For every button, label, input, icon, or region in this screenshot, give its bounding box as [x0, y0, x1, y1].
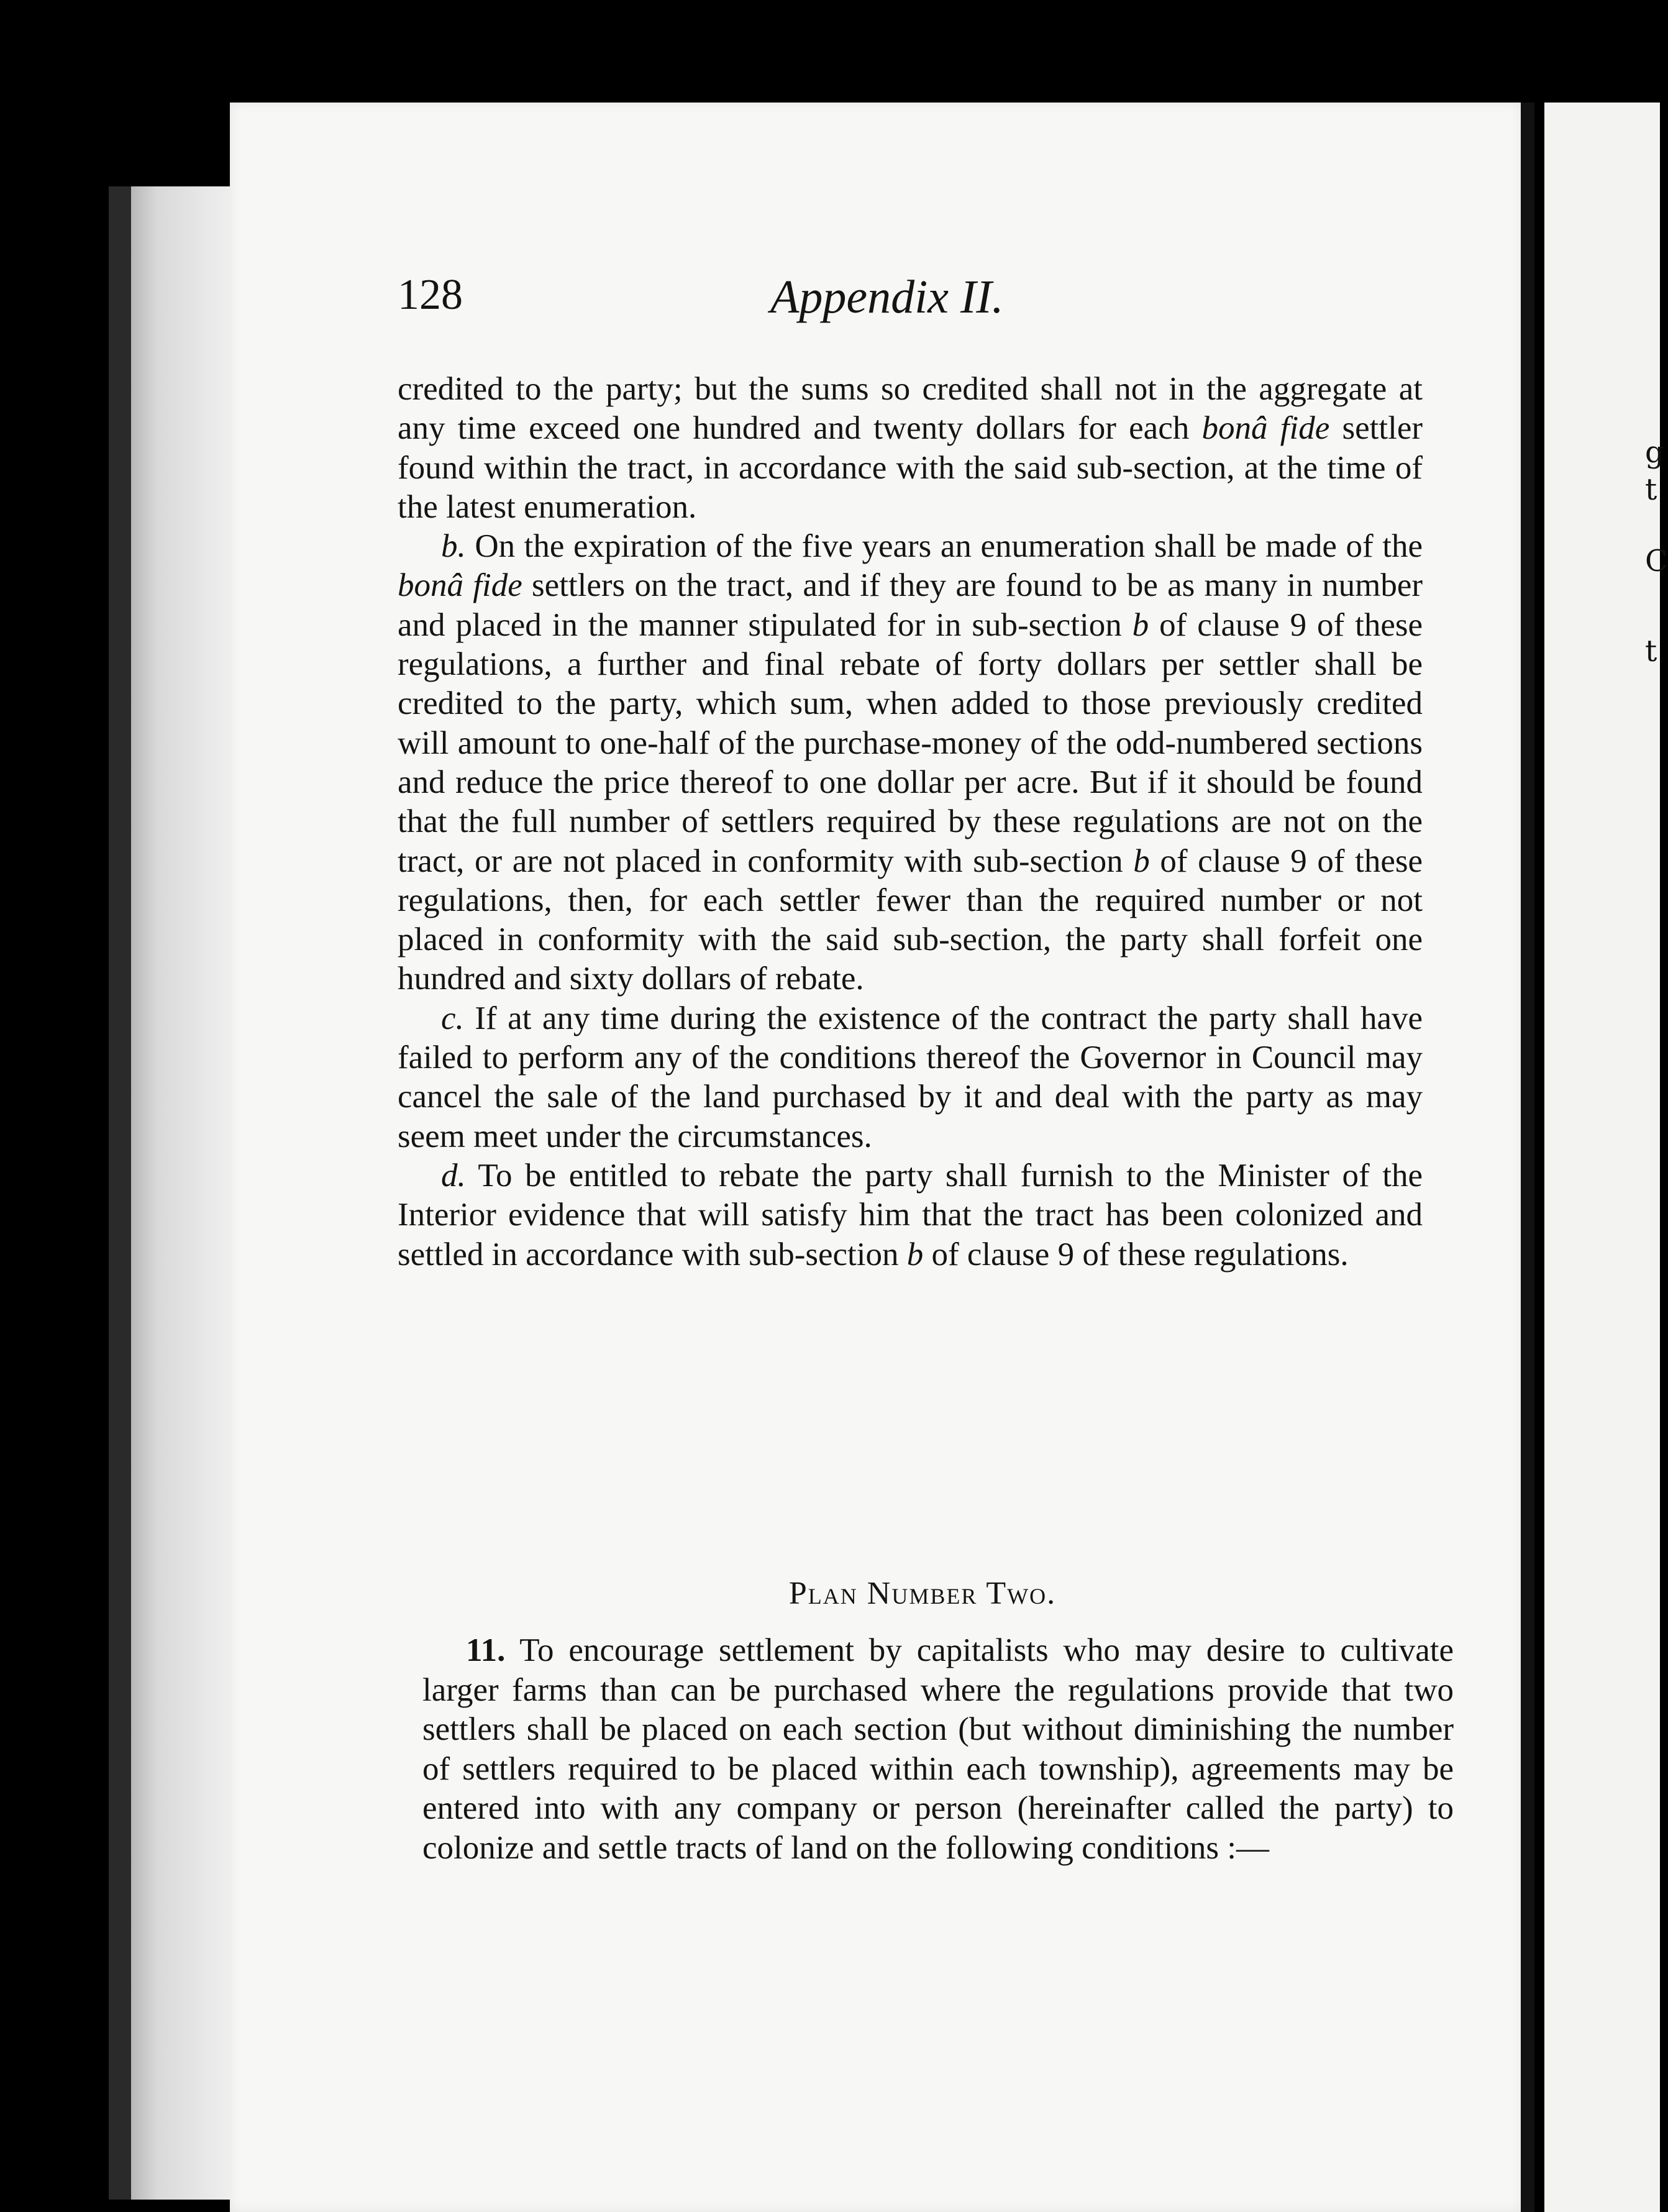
subclause-label: c. [441, 1000, 464, 1036]
next-page-fragment-text: t [1645, 634, 1657, 669]
page-gutter [1521, 103, 1534, 2212]
running-head: Appendix II. [770, 271, 1004, 323]
body-text [398, 370, 1423, 1274]
italic-term: b [906, 1236, 924, 1273]
italic-term: bonâ fide [398, 567, 522, 604]
next-page-edge [1544, 103, 1660, 2212]
paragraph-text: settler found within the tract, in accordance with the said sub-section, at the time of the latest enumeration. [398, 410, 1423, 525]
italic-term: b [1132, 606, 1149, 643]
next-page-fragment-text: g [1645, 435, 1664, 470]
italic-term: b [1133, 843, 1150, 879]
paragraph-text: To encourage settlement by capitalists who may desire to cultivate larger farms than can be purchased where the regulations provide that two settlers shall be placed on each section (but without diminishing the number of settlers required to be placed within each township), agreements may be entered into with any company or person (hereinafter called the party) to colonize and settle tracts of land on the following conditions :— [422, 1632, 1454, 1866]
binding-shadow [109, 186, 131, 2200]
section-body [422, 1631, 1454, 1868]
paragraph-text: of clause 9 of these regulations, then, for each settler fewer than the required number or not placed in conformity with the said sub-section, the party shall forfeit one hundred and sixty dollars of rebate. [398, 843, 1423, 997]
paragraph-text: of clause 9 of these regulations. [923, 1236, 1349, 1273]
next-page-fragment-text: t [1645, 472, 1657, 507]
paragraph-text: On the expiration of the five years an enumeration shall be made of the [465, 528, 1423, 565]
paragraph-continued [398, 370, 1423, 527]
subclause-label: b. [441, 528, 466, 565]
italic-term: bonâ fide [1201, 410, 1330, 447]
paragraph-d [398, 1156, 1423, 1274]
paragraph-text: credited to the party; but the sums so credited shall not in the aggregate at any time exceed one hundred and twenty dollars for each [398, 371, 1423, 447]
clause-number: 11. [466, 1632, 506, 1668]
paragraph-b [398, 527, 1423, 999]
subclause-label: d. [441, 1157, 466, 1194]
paragraph-text: settlers on the tract, and if they are found to be as many in number and placed in the manner stipulated for in sub-section [398, 567, 1423, 643]
page-number: 128 [398, 271, 463, 319]
paragraph-c [398, 999, 1423, 1156]
clause-11 [422, 1631, 1454, 1868]
page-header [398, 270, 1392, 326]
paragraph-text: To be entitled to rebate the party shall furnish to the Minister of the Interior evidence that will satisfy him that the tract has been colonized and settled in accordance with sub-section [398, 1157, 1423, 1273]
section-heading: Plan Number Two. [788, 1576, 1057, 1611]
paragraph-text: of clause 9 of these regulations, a further and final rebate of forty dollars per settler shall be credited to the party, which sum, when added to those previously credited will amount to one-half of the purchase-money of the odd-numbered sections and reduce the price thereof to one dollar per acre. But if it should be found that the full number of settlers required by these regulations are not on the tract, or are not placed in conformity with sub-section [398, 606, 1423, 879]
next-page-fragment-text: C [1645, 544, 1668, 578]
paragraph-text: If at any time during the existence of the contract the party shall have failed to perform any of the conditions thereof the Governor in Council may cancel the sale of the land purchased by it and deal with the party as may seem meet under the circumstances. [398, 1000, 1423, 1154]
